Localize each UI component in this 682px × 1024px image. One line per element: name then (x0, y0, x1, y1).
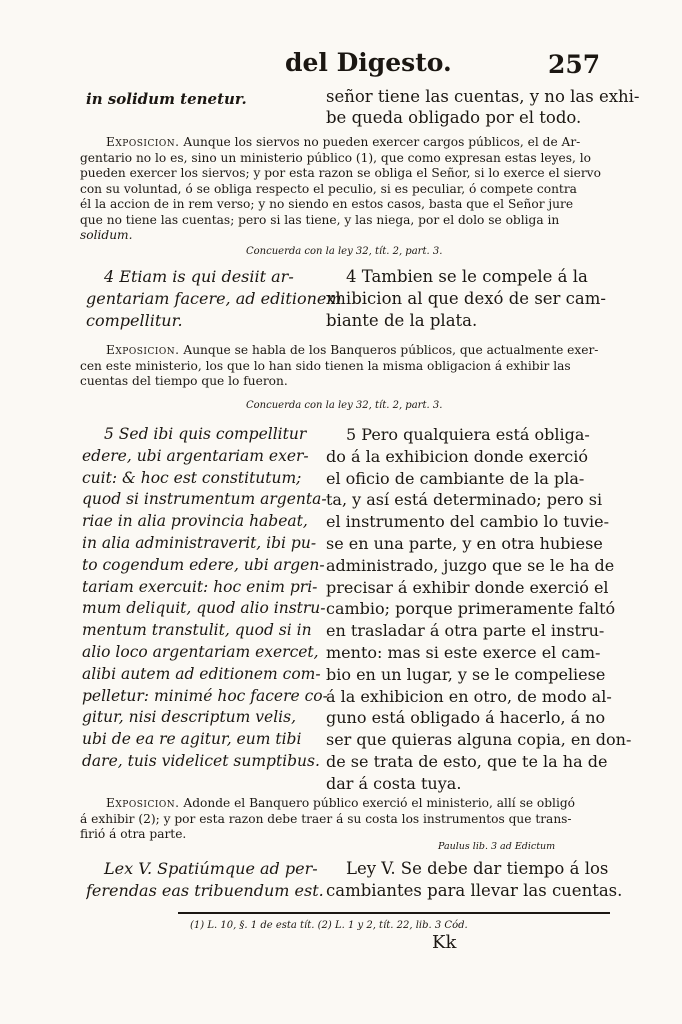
spanish-text-lex5 (326, 858, 622, 902)
text-line: mento: mas si este exerce el cam- (326, 642, 601, 662)
text-line: in solidum tenetur. (86, 90, 247, 108)
text-line: de se trata de esto, que te la ha de (326, 751, 608, 771)
text-line: alibi autem ad editionem com- (82, 664, 321, 683)
concuerda-2: Concuerda con la ley 32, tít. 2, part. 3. (246, 400, 443, 411)
text-line: cen este ministerio, los que lo han sido tienen la misma obligacion á exhibir las (80, 358, 571, 373)
exposicion-2 (80, 343, 602, 390)
text-line: mum deliquit, quod alio instru- (82, 599, 326, 618)
text-line: to cogendum edere, ubi argen- (82, 555, 325, 574)
text-line: ta, y así está determinado; pero si (326, 490, 603, 510)
text-line: precisar á exhibir donde exerció el (326, 577, 609, 597)
text-line: pelletur: minimé hoc facere co- (82, 686, 328, 705)
latin-text-5 (82, 424, 328, 773)
text-line: tariam exercuit: hoc enim pri- (82, 577, 318, 596)
latin-text-1 (86, 90, 247, 108)
text-line: be queda obligado por el todo. (326, 108, 582, 127)
text-line: quod si instrumentum argenta- (82, 490, 327, 509)
text-line: ser que quieras alguna copia, en don- (326, 730, 632, 750)
text-line: bio en un lugar, y se le compeliese (326, 664, 606, 684)
text-line: Lex V. Spatiúmque ad per- (104, 859, 318, 878)
text-line: ubi de ea re agitur, eum tibi (82, 730, 302, 749)
spanish-text-4 (326, 266, 606, 332)
exposicion-label: Exposicion. (106, 135, 180, 149)
text-line: gentariam facere, ad editionem (86, 289, 342, 308)
text-line: compellitur. (86, 311, 183, 330)
text-line: que no tiene las cuentas; pero si las tiene, y las niega, por el dolo se obliga in (80, 212, 560, 227)
text-line: alio loco argentariam exercet, (82, 642, 319, 661)
text-line: 5 Sed ibi quis compellitur (104, 425, 307, 443)
text-line: á exhibir (2); y por esta razon debe traer á su costa los instrumentos que trans- (80, 811, 572, 826)
text-line: á la exhibicion en otro, de modo al- (326, 686, 612, 706)
text-line: Aunque los siervos no pueden exercer cargos públicos, el de Ar- (183, 135, 581, 149)
text-line: gentario no lo es, sino un ministerio público (1), que como expresan estas leyes, lo (80, 150, 591, 165)
text-line: cambio; porque primeramente faltó (326, 599, 616, 619)
text-line: riae in alia provincia habeat, (82, 512, 308, 531)
latin-text-lex5 (86, 858, 324, 902)
signature-mark: Kk (432, 932, 457, 953)
footnote-rule (178, 912, 610, 914)
footnotes: (1) L. 10, §. 1 de esta tít. (2) L. 1 y 2, tít. 22, lib. 3 Cód. (190, 920, 468, 931)
text-line: cuentas del tiempo que lo fueron. (80, 374, 288, 388)
text-line: xhibicion al que dexó de ser cam- (326, 289, 606, 308)
spanish-text-5 (326, 424, 631, 795)
text-line: señor tiene las cuentas, y no las exhi- (326, 87, 640, 106)
text-line: dar á costa tuya. (326, 773, 462, 793)
source-citation: Paulus lib. 3 ad Edictum (438, 841, 556, 852)
text-line: se en una parte, y en otra hubiese (326, 533, 603, 553)
text-line: firió á otra parte. (80, 827, 187, 841)
exposicion-label: Exposicion. (106, 343, 180, 357)
text-line: biante de la plata. (326, 311, 478, 330)
exposicion-3 (80, 796, 602, 843)
text-line: Adonde el Banquero público exerció el ministerio, allí se obligó (183, 796, 575, 810)
text-line: 5 Pero qualquiera está obliga- (346, 425, 590, 444)
text-line: in alia administraverit, ibi pu- (82, 533, 317, 552)
text-line: cambiantes para llevar las cuentas. (326, 881, 623, 900)
text-line: edere, ubi argentariam exer- (82, 446, 309, 465)
text-line: gitur, nisi descriptum velis, (82, 708, 297, 727)
text-line: 4 Tambien se le compele á la (346, 267, 588, 286)
exposicion-label: Exposicion. (106, 796, 180, 810)
text-line: el instrumento del cambio lo tuvie- (326, 512, 610, 532)
text-line: administrado, juzgo que se le ha de (326, 555, 615, 575)
text-line: Ley V. Se debe dar tiempo á los (346, 859, 609, 878)
text-line: mentum transtulit, quod si in (82, 621, 312, 640)
text-line: con su voluntad, ó se obliga respecto el peculio, si es peculiar, ó compete contra (80, 181, 577, 196)
text-line: dare, tuis videlicet sumptibus. (82, 751, 320, 770)
text-line: guno está obligado á hacerlo, á no (326, 708, 606, 728)
spanish-text-1 (326, 86, 640, 128)
exposicion-1 (80, 135, 602, 244)
text-line: cuit: & hoc est constitutum; (82, 468, 302, 487)
running-title: del Digesto. (285, 48, 452, 77)
latin-text-4 (86, 266, 342, 332)
page-number: 257 (548, 50, 601, 79)
text-line: ferendas eas tribuendum est. (86, 881, 324, 900)
concuerda-1: Concuerda con la ley 32, tít. 2, part. 3. (246, 246, 443, 257)
text-line: él la accion de in rem verso; y no siendo en estos casos, basta que el Señor jure (80, 197, 574, 211)
text-line: do á la exhibicion donde exerció (326, 446, 588, 466)
text-line: el oficio de cambiante de la pla- (326, 468, 585, 488)
text-line: Aunque se habla de los Banqueros públicos, que actualmente exer- (183, 343, 599, 357)
text-line: pueden exercer los siervos; y por esta razon se obliga el Señor, si lo exerce el siervo (80, 166, 601, 180)
text-line: solidum. (80, 228, 133, 242)
text-line: en trasladar á otra parte el instru- (326, 621, 605, 641)
text-line: 4 Etiam is qui desiit ar- (104, 267, 294, 286)
